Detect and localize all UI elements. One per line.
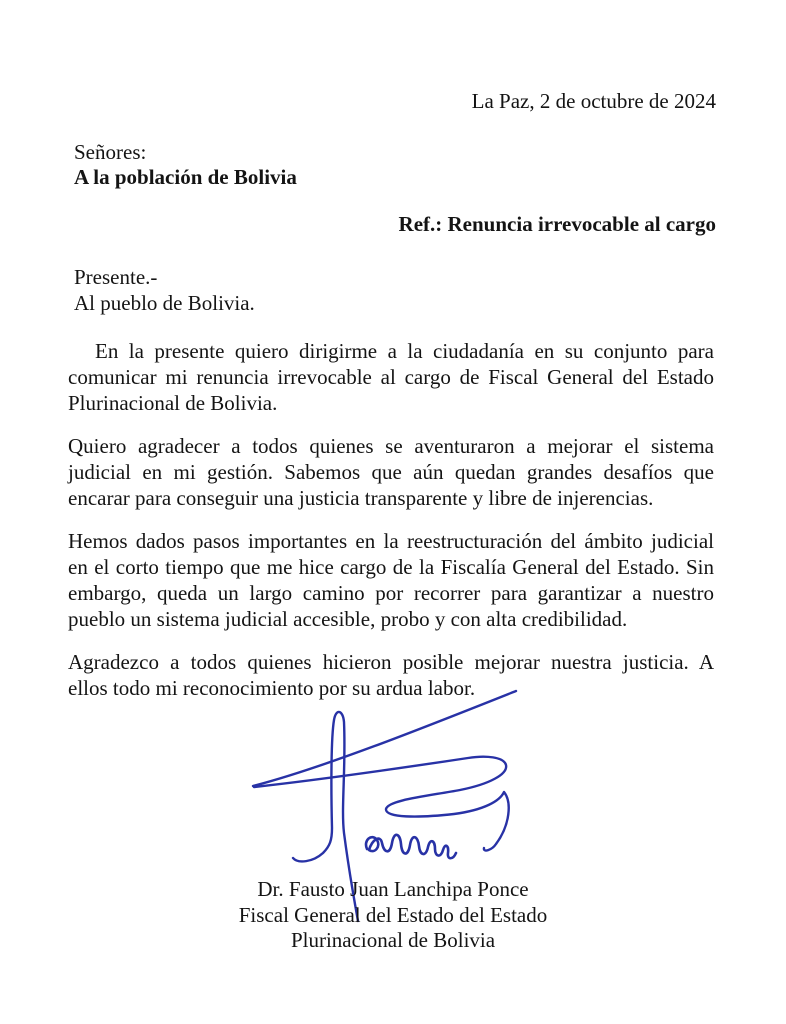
body-line: embargo, queda un largo camino por recorrer para garantizar a nuestro — [68, 581, 714, 605]
recipient-line: Al pueblo de Bolivia. — [74, 291, 255, 315]
signer-title-line1: Fiscal General del Estado del Estado — [238, 902, 548, 927]
body-line: Hemos dados pasos importantes en la reestructuración del ámbito judicial — [68, 529, 714, 553]
addressee-block — [74, 140, 297, 190]
body-line: Quiero agradecer a todos quienes se aventuraron a mejorar el sistema — [68, 434, 714, 458]
signature-stroke-squiggle — [366, 835, 456, 858]
body-line: ellos todo mi reconocimiento por su ardua labor. — [68, 676, 476, 700]
addressee-line: A la población de Bolivia — [74, 165, 297, 189]
recipient-block — [74, 264, 255, 316]
paragraph-1 — [68, 338, 714, 416]
paragraph-4 — [68, 649, 714, 701]
body-line: judicial en mi gestión. Sabemos que aún quedan grandes desafíos que — [68, 460, 714, 484]
signoff-block — [0, 877, 786, 954]
signature-stroke-loop — [254, 757, 509, 851]
signer-name: Dr. Fausto Juan Lanchipa Ponce — [257, 877, 529, 901]
body-line: en el corto tiempo que me hice cargo de la Fiscalía General del Estado. Sin — [68, 555, 714, 579]
date-line: La Paz, 2 de octubre de 2024 — [471, 89, 716, 113]
body-line: pueblo un sistema judicial accesible, probo y con alta credibilidad. — [68, 607, 628, 631]
letter-body — [68, 338, 714, 718]
body-line: encarar para conseguir una justicia transparente y libre de injerencias. — [68, 486, 654, 510]
body-line: En la presente quiero dirigirme a la ciudadanía en su conjunto para — [95, 339, 714, 363]
reference-line: Ref.: Renuncia irrevocable al cargo — [398, 212, 716, 236]
paragraph-2 — [68, 433, 714, 511]
signer-title-line2: Plurinacional de Bolivia — [290, 928, 496, 952]
body-line: Plurinacional de Bolivia. — [68, 391, 278, 415]
body-line: Agradezco a todos quienes hicieron posible mejorar nuestra justicia. A — [68, 650, 714, 674]
presente-line: Presente.- — [74, 265, 158, 289]
paragraph-3 — [68, 528, 714, 632]
body-line: comunicar mi renuncia irrevocable al cargo de Fiscal General del Estado — [68, 365, 714, 389]
salutation-line: Señores: — [74, 140, 147, 164]
